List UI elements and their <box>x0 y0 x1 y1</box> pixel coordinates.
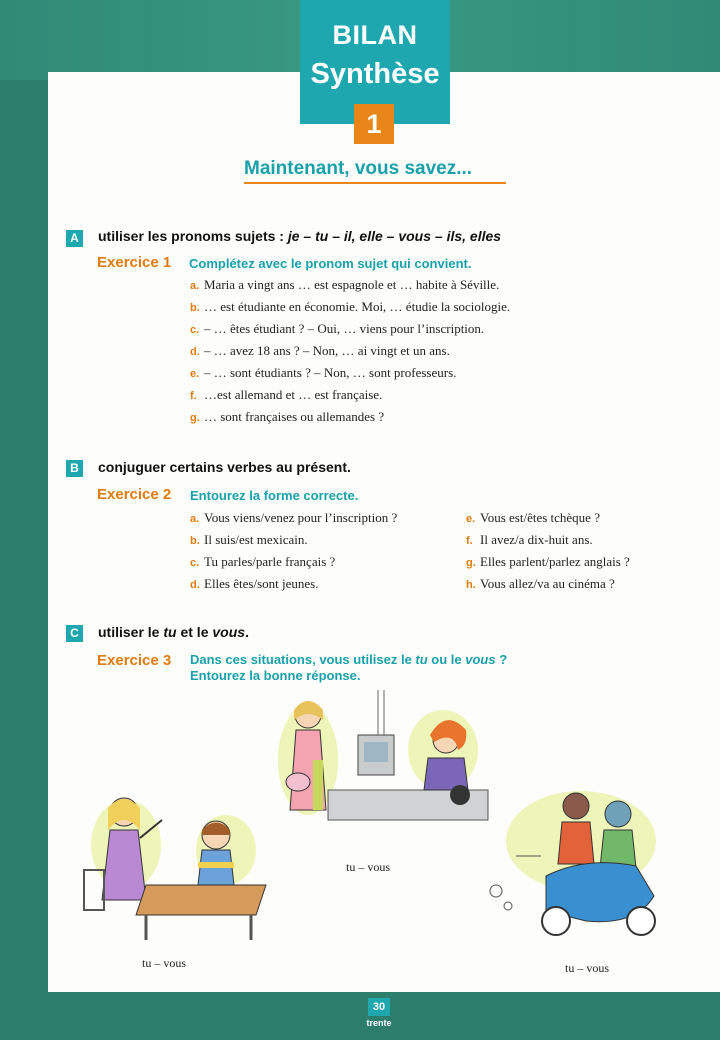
instruction-vous: vous <box>465 652 496 667</box>
section-c-title <box>98 624 249 640</box>
item-letter: c. <box>190 324 200 336</box>
item-letter: b. <box>190 302 200 314</box>
exercise-1-item <box>190 277 499 293</box>
exercise-1-item <box>190 343 450 359</box>
exercise-2-instruction: Entourez la forme correcte. <box>190 488 359 503</box>
exercise-2-item <box>466 576 615 592</box>
item-text: Vous allez/va au cinéma ? <box>480 576 615 591</box>
item-text: …est allemand et … est française. <box>204 387 383 402</box>
page-number-word: trente <box>366 1018 392 1028</box>
exercise-3-label: Exercice 3 <box>97 652 172 669</box>
item-letter: e. <box>466 513 476 525</box>
item-text: – … avez 18 ans ? – Non, … ai vingt et un ans. <box>204 343 450 358</box>
page-title: Maintenant, vous savez... <box>244 158 473 179</box>
item-letter: d. <box>190 346 200 358</box>
exercise-2-item <box>190 576 318 592</box>
item-text: Maria a vingt ans … est espagnole et … habite à Séville. <box>204 277 500 292</box>
exercise-1-item <box>190 299 510 315</box>
item-letter: a. <box>190 280 200 292</box>
instruction-part: ou le <box>427 652 466 667</box>
instruction-part: ? <box>495 652 508 667</box>
item-text: Vous viens/venez pour l’inscription ? <box>204 510 398 525</box>
item-text: – … êtes étudiant ? – Oui, … viens pour l’inscription. <box>204 321 485 336</box>
instruction-tu: tu <box>415 652 428 667</box>
illustration-scooter-scene <box>486 786 666 946</box>
section-a-title <box>98 228 501 244</box>
exercise-2-item <box>190 554 335 570</box>
illustration-office-scene <box>268 690 498 850</box>
section-a-title-text: utiliser les pronoms sujets <box>98 228 276 244</box>
title-underline <box>244 182 506 184</box>
exercise-2-item <box>190 532 308 548</box>
page-number-badge: 30 <box>368 998 390 1016</box>
section-a-title-colon: : <box>275 228 288 244</box>
item-letter: g. <box>190 412 200 424</box>
exercise-2-item <box>466 510 600 526</box>
caption-middle: tu – vous <box>346 860 391 874</box>
item-letter: f. <box>466 535 473 547</box>
item-text: … sont françaises ou allemandes ? <box>204 409 385 424</box>
exercise-2-item <box>190 510 397 526</box>
item-text: Elles êtes/sont jeunes. <box>204 576 319 591</box>
item-letter: e. <box>190 368 200 380</box>
exercise-2-item <box>466 532 593 548</box>
section-c-title-part: et le <box>176 624 213 640</box>
item-letter: h. <box>466 579 476 591</box>
item-letter: d. <box>190 579 200 591</box>
exercise-1-item <box>190 365 456 381</box>
caption-right: tu – vous <box>565 961 610 975</box>
exercise-1-item <box>190 387 382 403</box>
item-text: Il avez/a dix-huit ans. <box>480 532 593 547</box>
section-c-badge: C <box>66 625 83 642</box>
exercise-3-instruction <box>190 652 507 684</box>
item-letter: a. <box>190 513 200 525</box>
section-a-badge: A <box>66 230 83 247</box>
exercise-1-item <box>190 409 384 425</box>
section-b-badge: B <box>66 460 83 477</box>
header-synthese: Synthèse <box>310 58 440 90</box>
header-bilan: BILAN <box>332 20 418 50</box>
section-a-title-pronouns: je – tu – il, elle – vous – ils, elles <box>287 228 502 244</box>
section-b-title: conjuguer certains verbes au présent. <box>98 459 351 475</box>
item-letter: c. <box>190 557 200 569</box>
instruction-part: Dans ces situations, vous utilisez le <box>190 652 416 667</box>
item-text: – … sont étudiants ? – Non, … sont professeurs. <box>204 365 457 380</box>
caption-left: tu – vous <box>142 956 187 970</box>
exercise-1-item <box>190 321 484 337</box>
item-letter: g. <box>466 557 476 569</box>
exercise-2-label: Exercice 2 <box>97 486 172 503</box>
exercise-1-instruction: Complétez avec le pronom sujet qui convient. <box>189 256 472 271</box>
item-letter: f. <box>190 390 197 402</box>
item-text: Il suis/est mexicain. <box>204 532 308 547</box>
item-text: Vous est/êtes tchèque ? <box>480 510 600 525</box>
unit-number-badge: 1 <box>354 104 394 144</box>
item-text: Tu parles/parle français ? <box>204 554 336 569</box>
item-letter: b. <box>190 535 200 547</box>
exercise-2-item <box>466 554 630 570</box>
section-c-title-part: . <box>245 624 249 640</box>
section-c-title-part: utiliser le <box>98 624 164 640</box>
illustration-classroom-scene <box>76 790 276 940</box>
exercise-1-label: Exercice 1 <box>97 254 172 271</box>
section-c-title-vous: vous <box>212 624 246 640</box>
section-c-title-tu: tu <box>163 624 177 640</box>
item-text: … est étudiante en économie. Moi, … étudie la sociologie. <box>204 299 511 314</box>
instruction-line-2: Entourez la bonne réponse. <box>190 668 361 683</box>
item-text: Elles parlent/parlez anglais ? <box>480 554 630 569</box>
